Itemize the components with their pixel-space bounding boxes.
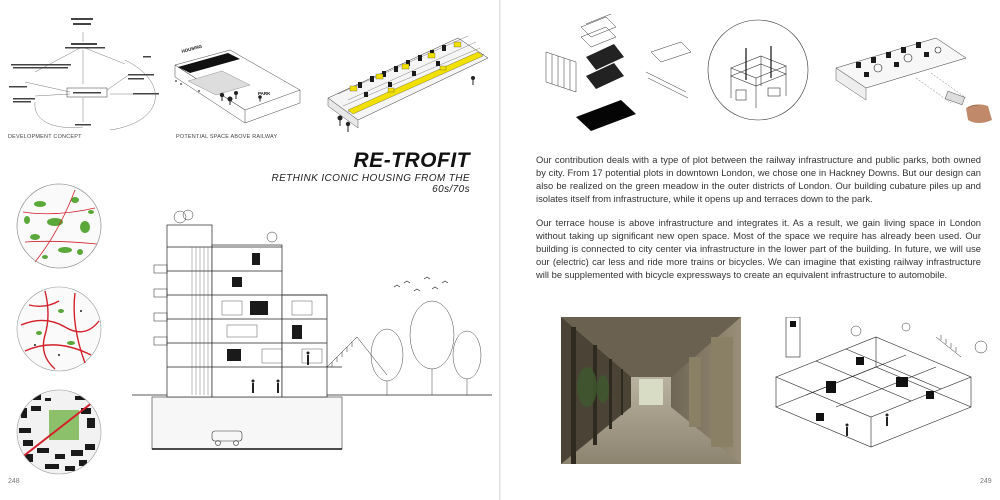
page-subtitle: RETHINK ICONIC HOUSING FROM THE 60s/70s bbox=[271, 173, 470, 195]
isometric-interior-drawing bbox=[756, 317, 991, 464]
walkway-photo bbox=[561, 317, 741, 464]
page-number-right: 249 bbox=[980, 478, 992, 485]
circle-model-detail bbox=[706, 18, 811, 123]
right-page bbox=[501, 0, 1000, 500]
map-circle-site bbox=[15, 388, 103, 476]
page-title: RE-TROFIT bbox=[353, 149, 470, 172]
exploded-components-diagram bbox=[536, 12, 696, 137]
development-concept-diagram bbox=[5, 12, 170, 137]
body-paragraph: Our contribution deals with a type of plot between the railway infrastructure and public parks, both owned by city. From 17 potential plots in downtown London, we chose one in Hackney Downs. But our design can also be realized on the green meadow in the outer districts of London. Our building cubature piles up and isolates itself from infrastructure, while it opens up and terraces down to the park. bbox=[536, 154, 981, 204]
body-paragraph: Our terrace house is above infrastructure and integrates it. As a result, we gain living space in London without taking up significant new open space. Most of the space we require has already been used. Our building is connected to city center via infrastructure in the lower part of the building. In future, we will use our (electric) car less and ride more trains or bicycles. We can imagine that existing railway infrastructure will be supplemented with bicycle expressways to create an equivalent infrastructure to automobile. bbox=[536, 217, 981, 280]
isometric-model-hand bbox=[816, 28, 996, 138]
isometric-building-yellow bbox=[318, 28, 496, 138]
title-block bbox=[240, 150, 470, 195]
page-number-left: 248 bbox=[8, 478, 20, 485]
body-text bbox=[536, 153, 981, 292]
caption-development-concept: DEVELOPMENT CONCEPT bbox=[8, 134, 82, 140]
caption-potential-space: POTENTIAL SPACE ABOVE RAILWAY bbox=[176, 134, 278, 140]
map-circle-green bbox=[15, 182, 103, 270]
building-section-drawing bbox=[132, 205, 492, 465]
label-housing: HOUSING bbox=[180, 43, 203, 54]
railway-space-diagram bbox=[170, 35, 305, 135]
map-circle-red bbox=[15, 285, 103, 373]
left-page bbox=[0, 0, 499, 500]
label-park: PARK bbox=[258, 91, 271, 96]
